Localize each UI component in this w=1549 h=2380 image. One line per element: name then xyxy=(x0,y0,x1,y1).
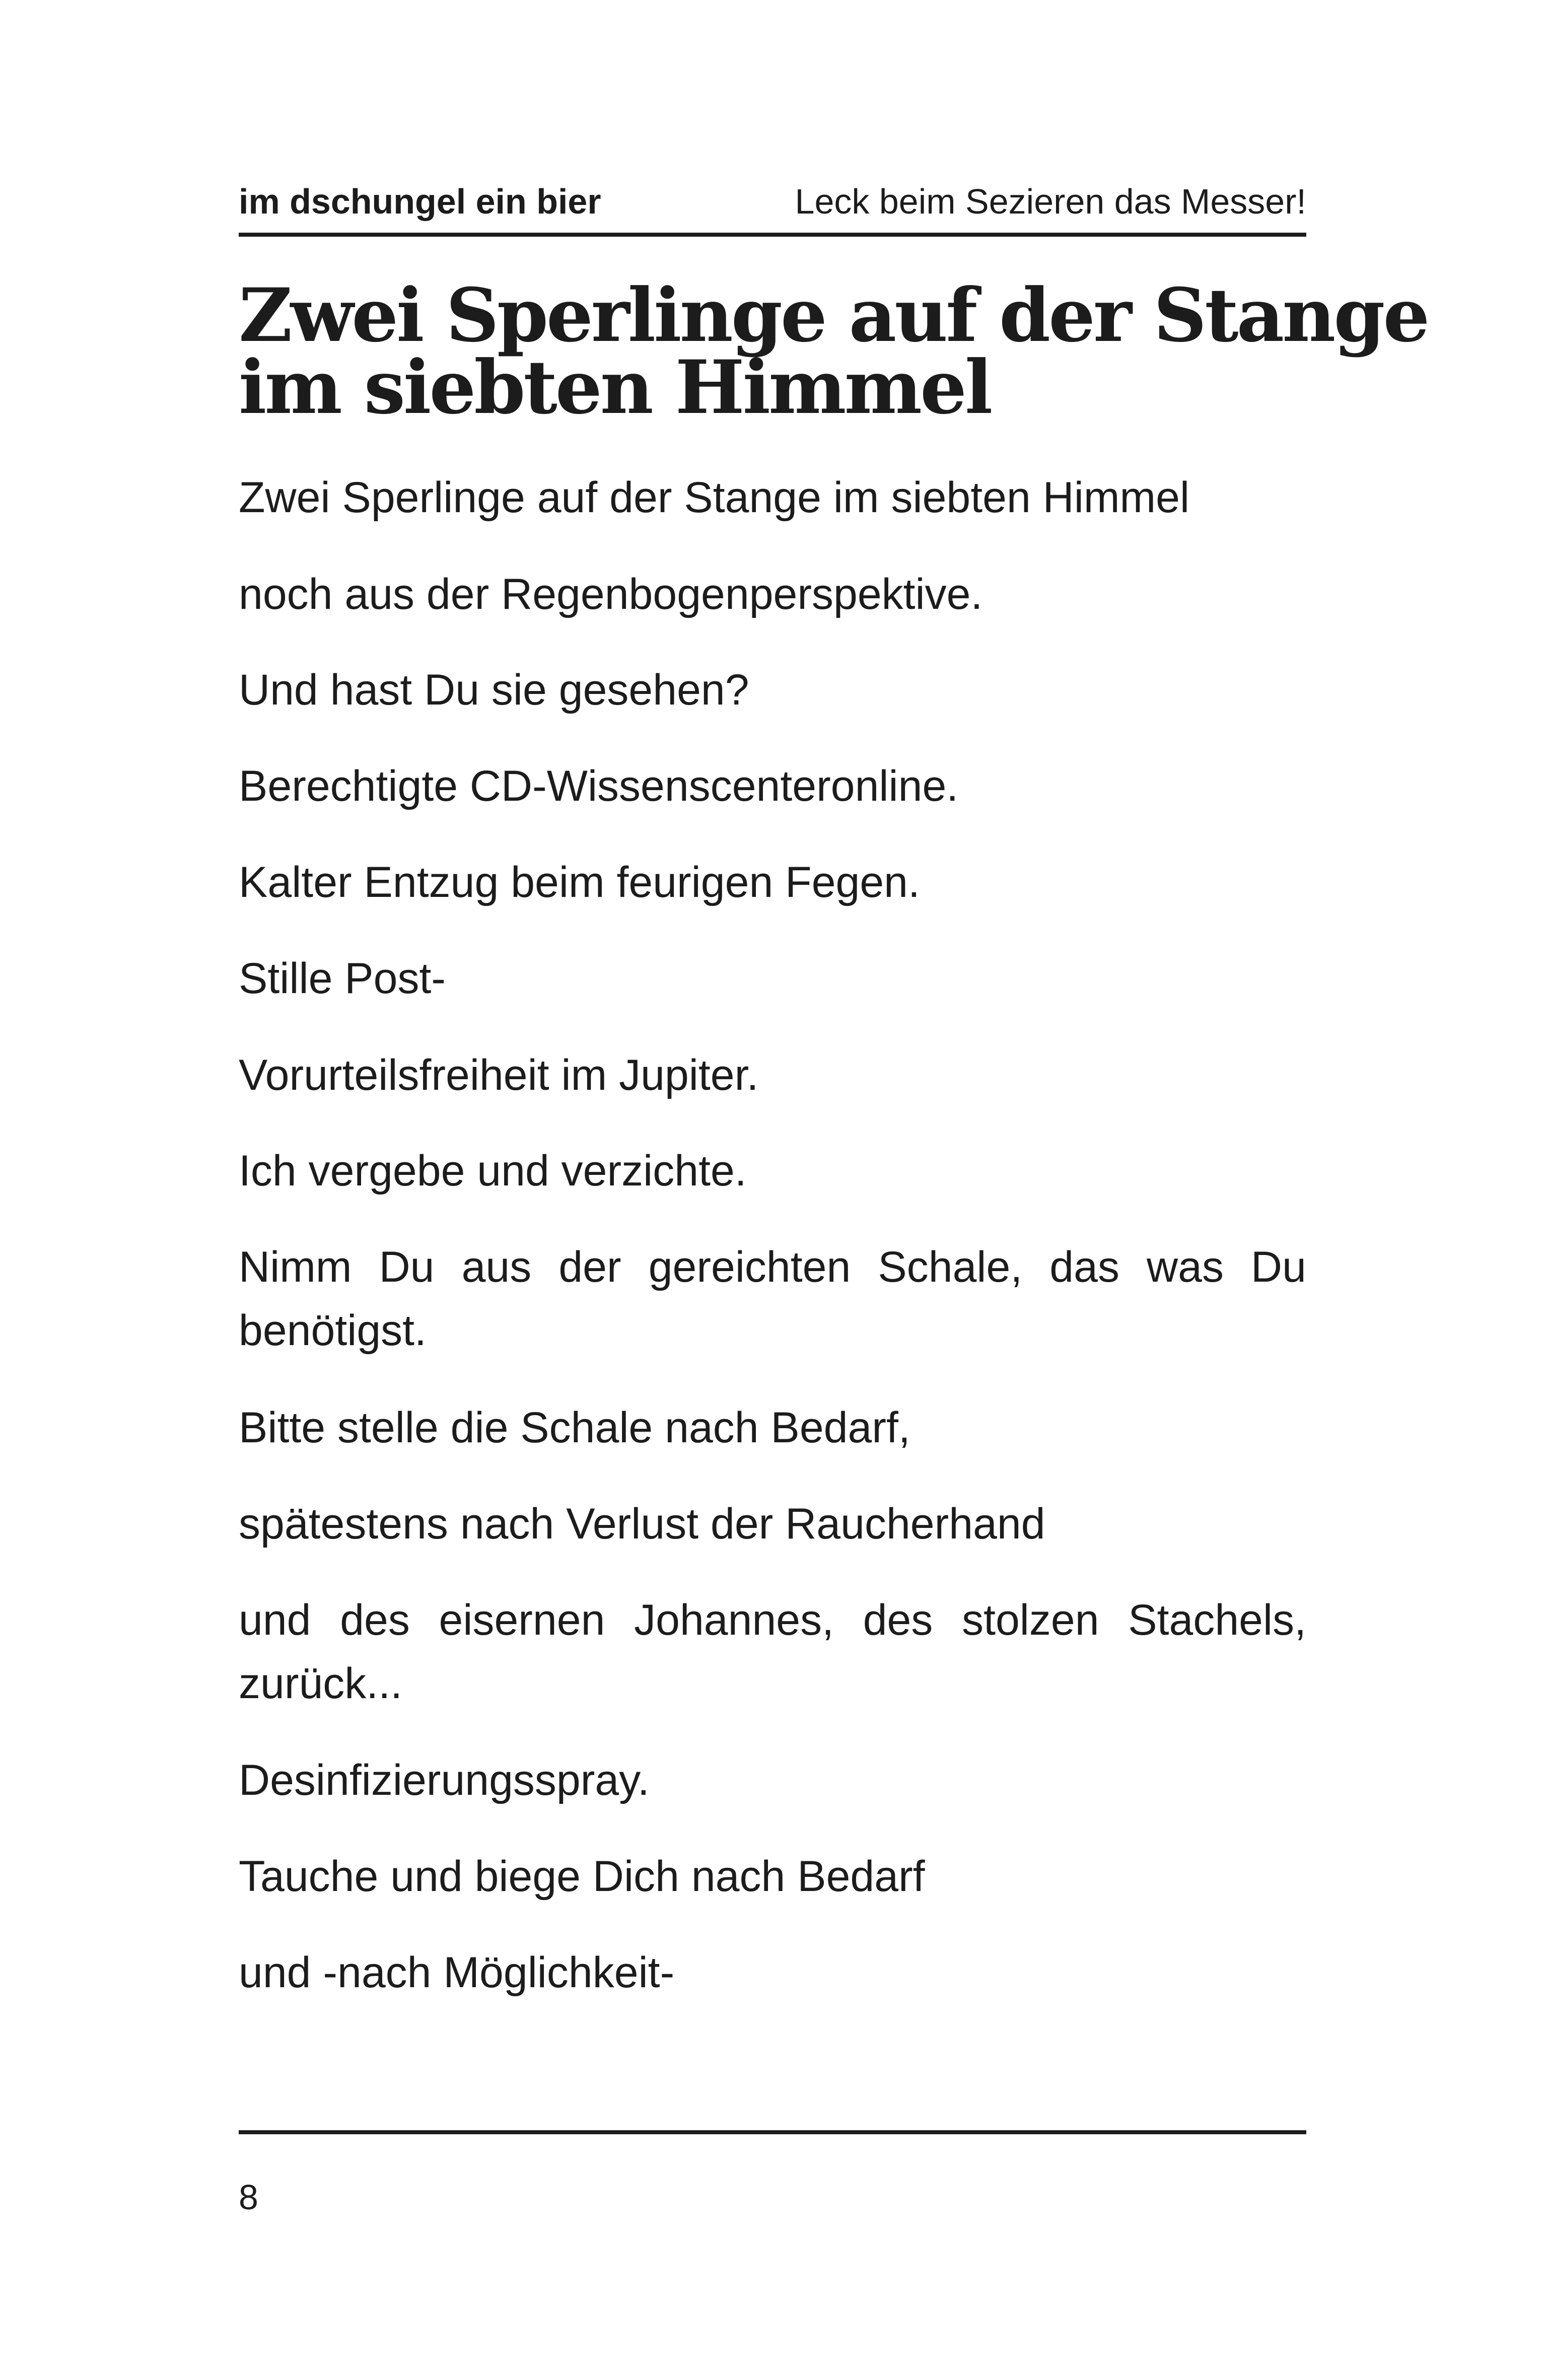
body-line-13: Desinfizierungsspray. xyxy=(239,1756,650,1804)
body-line-8: Ich vergebe und verzichte. xyxy=(239,1147,747,1195)
body-line-11: spätestens nach Verlust der Raucherhand xyxy=(239,1500,1045,1548)
body-line-1: Zwei Sperlinge auf der Stange im siebten Himmel xyxy=(239,473,1190,522)
body-line-4: Berechtigte CD-Wissenscenteronline. xyxy=(239,762,959,810)
body-line-7: Vorurteilsfreiheit im Jupiter. xyxy=(239,1051,759,1099)
body-line-6: Stille Post- xyxy=(239,954,446,1003)
body-line-5: Kalter Entzug beim feurigen Fegen. xyxy=(239,858,920,906)
body-line-3: Und hast Du sie gesehen? xyxy=(239,666,749,714)
page-title xyxy=(239,272,1428,431)
body-line-10: Bitte stelle die Schale nach Bedarf, xyxy=(239,1404,910,1452)
header-rule xyxy=(239,233,1306,237)
body-line-2: noch aus der Regenbogenperspektive. xyxy=(239,570,983,618)
footer-rule xyxy=(239,2130,1306,2134)
running-header-right: Leck beim Sezieren das Messer! xyxy=(795,182,1306,221)
title-line-1: Zwei Sperlinge auf der Stange xyxy=(239,272,1428,359)
title-line-2: im siebten Himmel xyxy=(239,344,991,431)
body-line-15: und -nach Möglichkeit- xyxy=(239,1948,675,1997)
body-paragraph-12: und des eisernen Johannes, des stolzen Stachels, zurück... xyxy=(239,1596,1306,1708)
running-header-left: im dschungel ein bier xyxy=(239,182,601,221)
page-number: 8 xyxy=(239,2178,258,2217)
body-line-14: Tauche und biege Dich nach Bedarf xyxy=(239,1852,925,1901)
running-header xyxy=(239,176,1306,227)
body-paragraph-9: Nimm Du aus der gereichten Schale, das was Du benötigst. xyxy=(239,1243,1306,1355)
